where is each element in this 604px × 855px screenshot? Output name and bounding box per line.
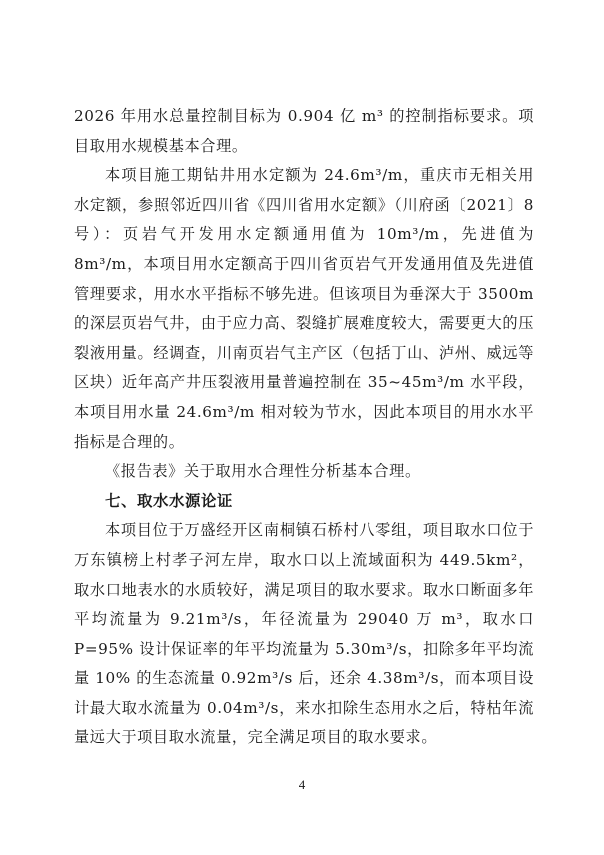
paragraph-continuation: 2026 年用水总量控制目标为 0.904 亿 m³ 的控制指标要求。项目取用水规模基本合理。 <box>74 107 534 155</box>
paragraph-water-source: 本项目位于万盛经开区南桐镇石桥村八零组，项目取水口位于万东镇榜上村孝子河左岸，取水口以上流域面积为 449.5km²，取水口地表水的水质较好，满足项目的取水要求。取水口断面多年平均流量为 9.21m³/s，年径流量为 29040 万 m³，取水口 P=95% 设计保证率的年平均流量为 5.30m³/s，扣除多年平均流量 10% 的生态流量 0.92m³/s 后，还余 4.38m³/s，而本项目设计最大取水流量为 0.04m³/s，来水扣除生态用水之后，特枯年流量远大于项目取水流量，完全满足项目的取水要求。 <box>74 521 540 747</box>
body-text <box>74 102 540 753</box>
paragraph-water-quota: 本项目施工期钻井用水定额为 24.6m³/m，重庆市无相关用水定额，参照邻近四川省《四川省用水定额》（川府函〔2021〕8 号）：页岩气开发用水定额通用值为 10m³/m，先进值为 8m³/m，本项目用水定额高于四川省页岩气开发通用值及先进值管理要求，用水水平指标不够先进。但该项目为垂深大于 3500m 的深层页岩气井，由于应力高、裂缝扩展难度较大，需要更大的压裂液用量。经调查，川南页岩气主产区（包括丁山、泸州、威远等区块）近年高产井压裂液用量普遍控制在 35~45m³/m 水平段，本项目用水量 24.6m³/m 相对较为节水，因此本项目的用水水平指标是合理的。 <box>74 166 540 451</box>
page-number: 4 <box>298 777 306 792</box>
paragraph-report-conclusion: 《报告表》关于取用水合理性分析基本合理。 <box>105 462 421 481</box>
section-heading: 七、取水水源论证 <box>105 491 233 510</box>
